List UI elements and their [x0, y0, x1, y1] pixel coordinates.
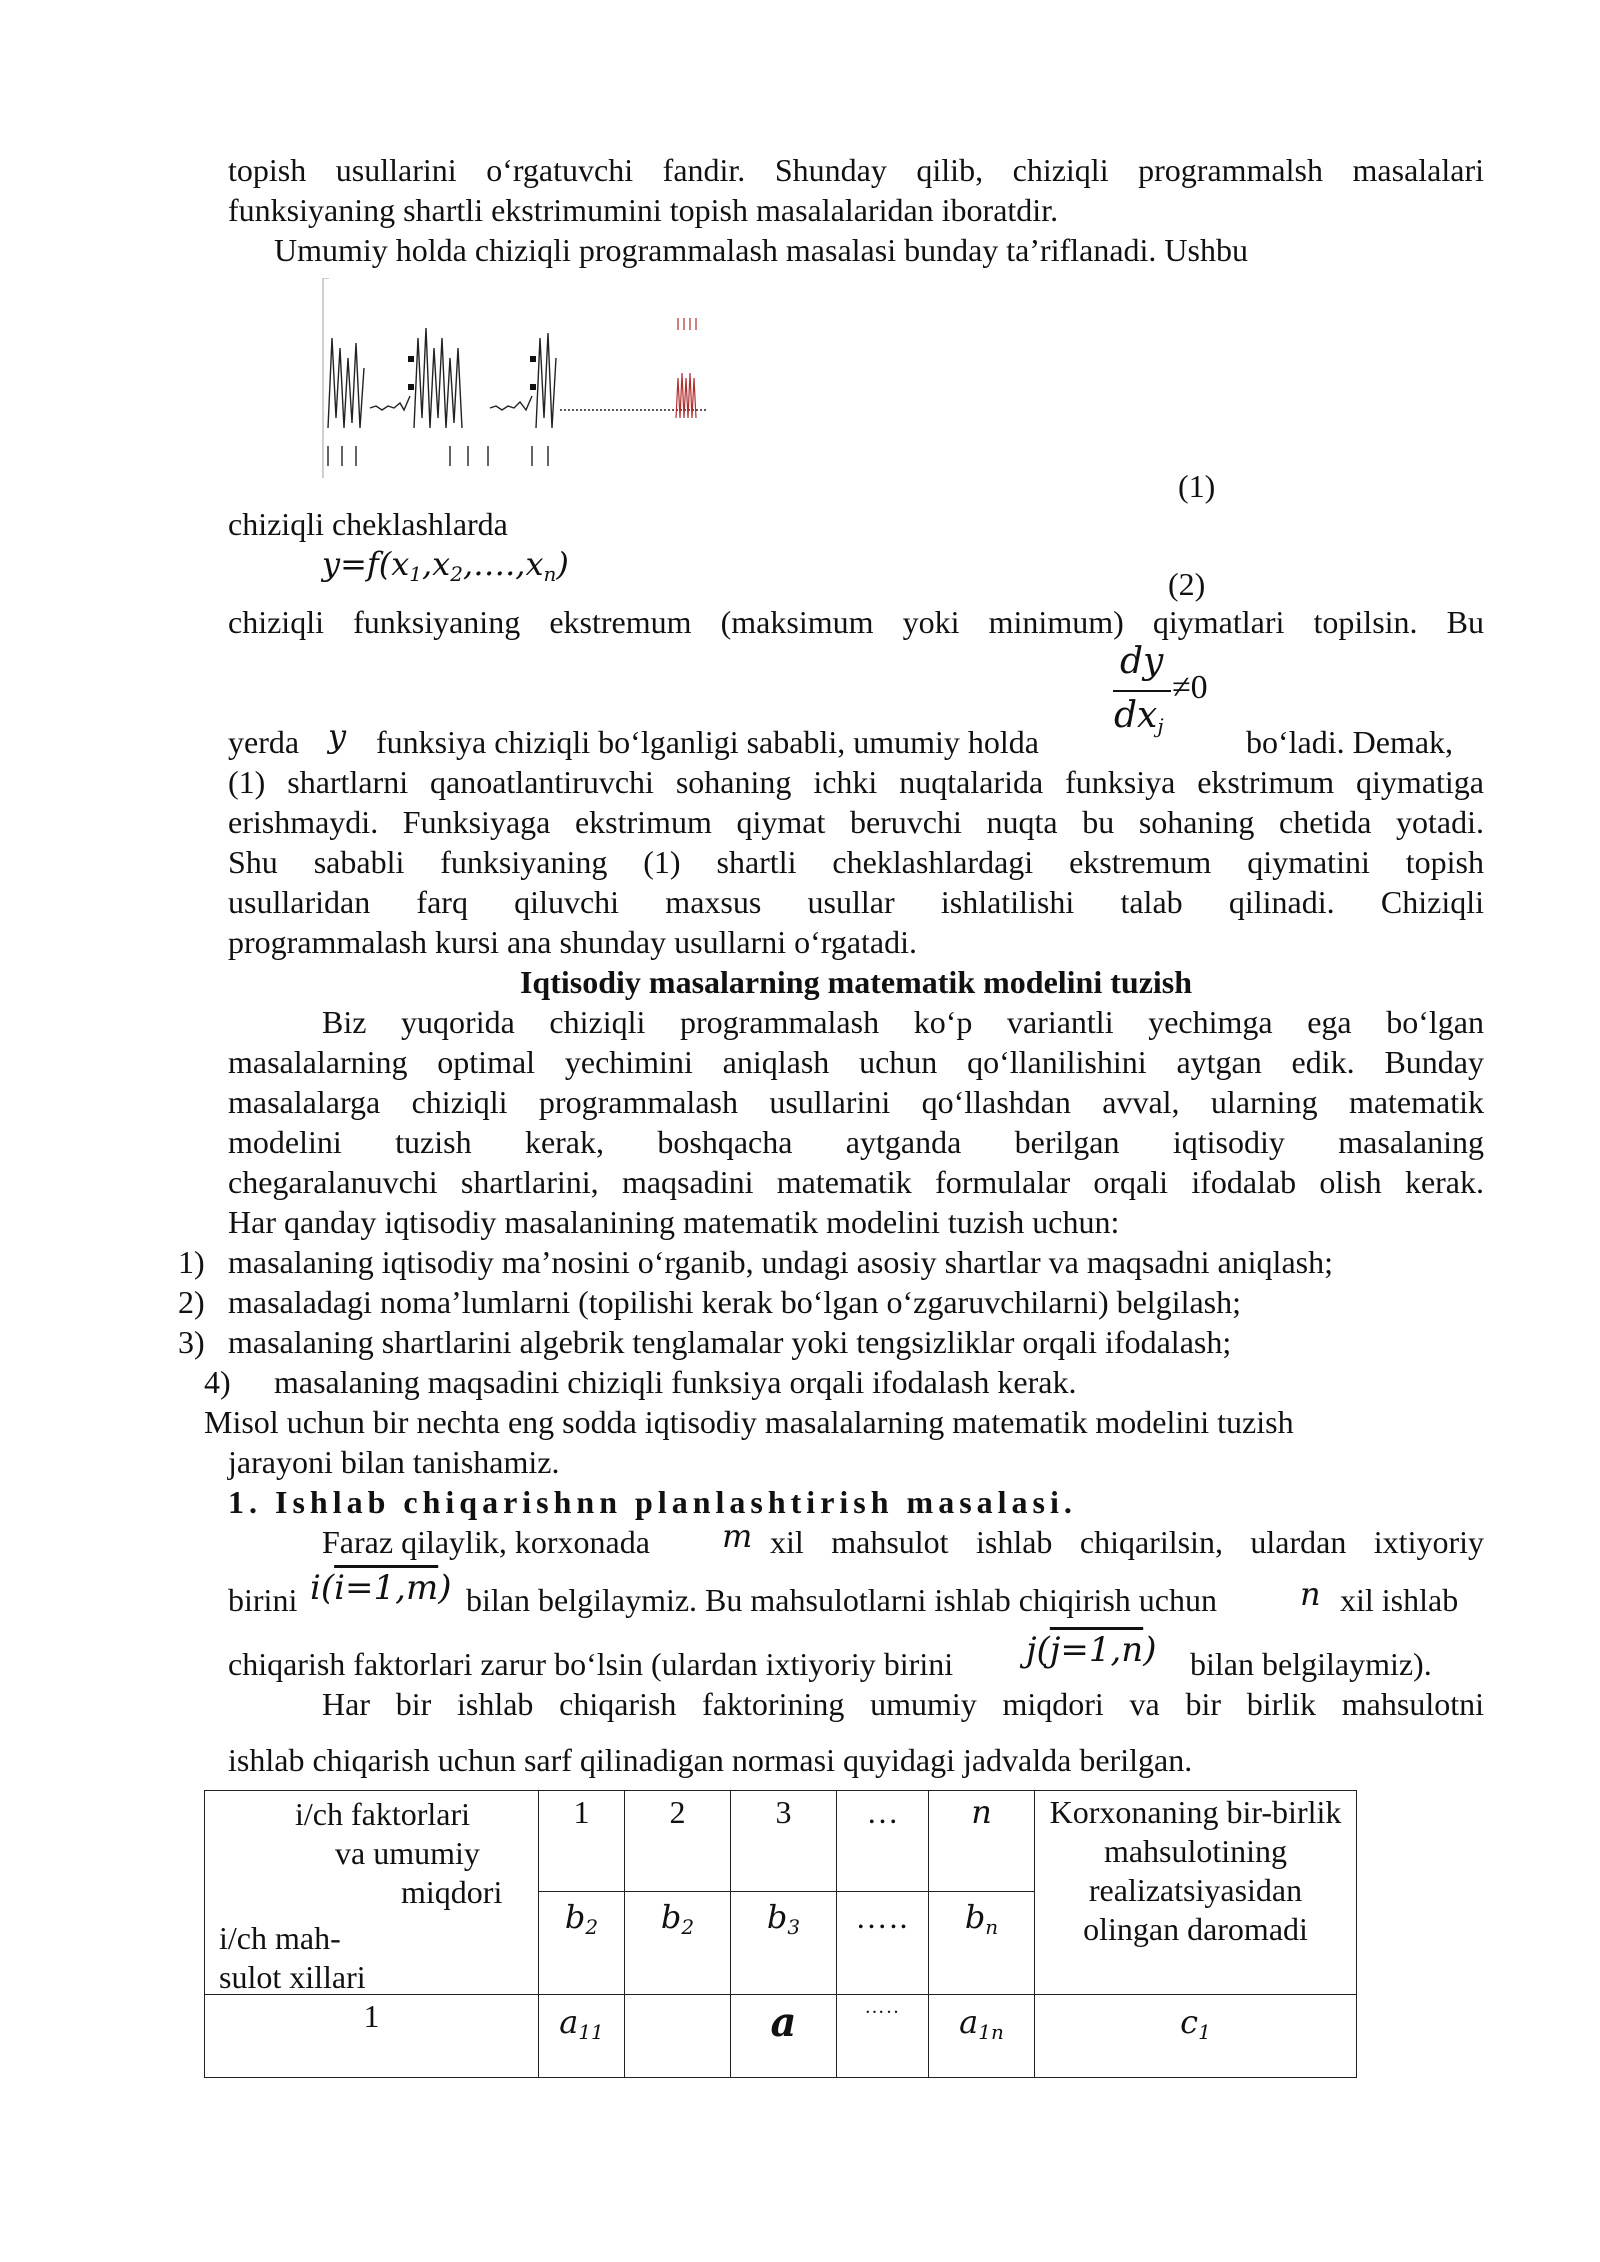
equation-2: $y=f(x_1,x_2,\dots.,x_n)$ [322, 545, 569, 586]
table-corner-cell [205, 1791, 539, 1995]
revenue-header: Korxonaning bir-birlik mahsulotining realizatsiyasidan olingan daromadi [1035, 1791, 1357, 1995]
m-symbol: m [722, 1517, 753, 1555]
table-row [205, 1995, 1357, 2078]
paragraph-line: xil ishlab [1340, 1582, 1459, 1618]
table-header-row [205, 1791, 1357, 1892]
paragraph-line: usullaridan farq qiluvchi maxsus usullar ishlatilishi talab qilinadi. Chiziqli [228, 884, 1484, 920]
paragraph-line: erishmaydi. Funksiyaga ekstrimum qiymat beruvchi nuqta bu sohaning chetida yotadi. [228, 804, 1484, 840]
factor-total: $b_2$ [539, 1892, 625, 1995]
section-heading: Iqtisodiy masalarning matematik modelini tuzish [519, 964, 1193, 1000]
derivative-denominator: $dx_j$ [1114, 695, 1164, 738]
step-number: 4) [204, 1364, 231, 1400]
paragraph-line: Faraz qilaylik, korxonada [322, 1524, 650, 1560]
factor-header: n [929, 1791, 1035, 1892]
paragraph-line: programmalash kursi ana shunday usullarni oʻrgatadi. [228, 924, 918, 960]
factor-header: 3 [731, 1791, 837, 1892]
corner-label: i/ch mah- [219, 1920, 341, 1956]
paragraph-line: Har qanday iqtisodiy masalanining matematik modelini tuzish uchun: [228, 1204, 1120, 1240]
paragraph-line: Har bir ishlab chiqarish faktorining umumiy miqdori va bir birlik mahsulotni [322, 1686, 1484, 1722]
n-symbol: n [1300, 1575, 1321, 1613]
j-range: j(j=1,n) [1026, 1630, 1157, 1670]
factor-header: 2 [625, 1791, 731, 1892]
corner-label: i/ch faktorlari [295, 1796, 471, 1832]
paragraph-line: yerda [228, 724, 300, 760]
equation-number: (2) [1168, 566, 1206, 602]
factor-total: $b_n$ [929, 1892, 1035, 1995]
factor-header: 1 [539, 1791, 625, 1892]
step-text: masalaning maqsadini chiziqli funksiya orqali ifodalash kerak. [274, 1364, 1077, 1400]
step-number: 3) [178, 1324, 205, 1360]
paragraph-line: Umumiy holda chiziqli programmalash masalasi bunday taʼriflanadi. Ushbu [274, 232, 1248, 268]
paragraph-line: birini [228, 1582, 298, 1618]
i-range: i(i=1,m) [310, 1568, 452, 1608]
production-norms-table [204, 1790, 1357, 2078]
paragraph-line: bilan belgilaymiz. Bu mahsulotlarni ishlab chiqirish uchun [466, 1582, 1217, 1618]
paragraph-line: modelini tuzish kerak, boshqacha aytganda berilgan iqtisodiy masalaning [228, 1124, 1484, 1160]
norm-cell: a [731, 1995, 837, 2078]
revenue-cell: $c_1$ [1035, 1995, 1357, 2078]
paragraph-line: xil mahsulot ishlab chiqarilsin, ulardan ixtiyoriy [770, 1524, 1484, 1560]
paragraph-line: Shu sababli funksiyaning (1) shartli cheklashlardagi ekstremum qiymatini topish [228, 844, 1484, 880]
not-equal-zero: ≠0 [1172, 669, 1208, 706]
step-number: 1) [178, 1244, 205, 1280]
paragraph-line: chiziqli cheklashlarda [228, 506, 508, 542]
paragraph-line: Misol uchun bir nechta eng sodda iqtisodiy masalalarning matematik modelini tuzish [204, 1404, 1294, 1440]
paragraph-line: chiqarish faktorlari zarur boʻlsin (ulardan ixtiyoriy birini [228, 1646, 954, 1682]
paragraph-line: bilan belgilaymiz). [1190, 1646, 1432, 1682]
derivative-numerator: dy [1120, 641, 1164, 682]
paragraph-line: funksiyaning shartli ekstrimumini topish masalalaridan iboratdir. [228, 192, 1059, 228]
fraction-bar [1113, 690, 1171, 692]
corner-label: va umumiy [335, 1835, 480, 1871]
y-symbol: y [328, 717, 347, 755]
factor-total: $b_2$ [625, 1892, 731, 1995]
factor-total: $b_3$ [731, 1892, 837, 1995]
product-label: 1 [205, 1995, 539, 2078]
paragraph-line: masalalarga chiziqli programmalash usullarini qoʻllashdan avval, ularning matematik [228, 1084, 1484, 1120]
factor-header: … [837, 1791, 929, 1892]
norm-cell: $a_{1n}$ [929, 1995, 1035, 2078]
paragraph-line: Biz yuqorida chiziqli programmalash koʻp variantli yechimga ega boʻlgan [322, 1004, 1484, 1040]
norm-cell [625, 1995, 731, 2078]
norm-cell: $a_{11}$ [539, 1995, 625, 2078]
paragraph-line: boʻladi. Demak, [1246, 724, 1454, 760]
paragraph-line: jarayoni bilan tanishamiz. [228, 1444, 560, 1480]
factor-total: ….. [837, 1892, 929, 1995]
step-text: masalaning shartlarini algebrik tenglamalar yoki tengsizliklar orqali ifodalash; [228, 1324, 1232, 1360]
paragraph-line: (1) shartlarni qanoatlantiruvchi sohaning ichki nuqtalarida funksiya ekstrimum qiymatiga [228, 764, 1484, 800]
garbled-equation-image [320, 278, 706, 478]
step-text: masalaning iqtisodiy maʼnosini oʻrganib, undagi asosiy shartlar va maqsadni aniqlash; [228, 1244, 1333, 1280]
paragraph-line: chegaralanuvchi shartlarini, maqsadini matematik formulalar orqali ifodalab olish kerak. [228, 1164, 1484, 1200]
equation-number: (1) [1178, 468, 1216, 504]
norm-cell: ….. [837, 1995, 929, 2078]
step-text: masaladagi nomaʼlumlarni (topilishi kerak boʻlgan oʻzgaruvchilarni) belgilash; [228, 1284, 1242, 1320]
corner-label: sulot xillari [219, 1959, 366, 1995]
paragraph-line: topish usullarini oʻrgatuvchi fandir. Shunday qilib, chiziqli programmalsh masalalari [228, 152, 1484, 188]
paragraph-line: chiziqli funksiyaning ekstremum (maksimum yoki minimum) qiymatlari topilsin. Bu [228, 604, 1484, 640]
corner-label: miqdori [401, 1874, 503, 1910]
paragraph-line: funksiya chiziqli boʻlganligi sababli, umumiy holda [376, 724, 1039, 760]
problem-heading: 1. Ishlab chiqarishnn planlashtirish masalasi. [228, 1484, 1077, 1520]
paragraph-line: masalalarning optimal yechimini aniqlash uchun qoʻllanilishini aytgan edik. Bunday [228, 1044, 1484, 1080]
paragraph-line: ishlab chiqarish uchun sarf qilinadigan normasi quyidagi jadvalda berilgan. [228, 1742, 1193, 1778]
step-number: 2) [178, 1284, 205, 1320]
